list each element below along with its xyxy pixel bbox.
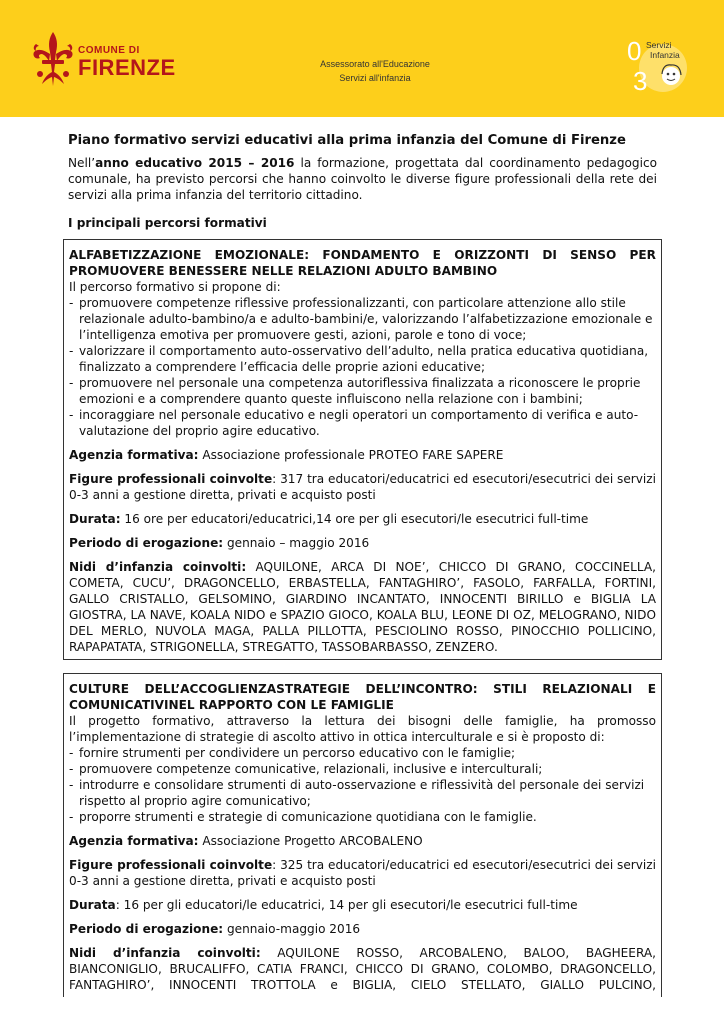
durata-value: 16 ore per educatori/educatrici,14 ore per gli esecutori/le esecutrici full-time xyxy=(120,512,589,526)
intro-bold: anno educativo 2015 – 2016 xyxy=(95,156,295,170)
list-item: - promuovere nel personale una competenza autoriflessiva finalizzata a riconoscere le proprie emozioni e a comprendere quanto queste influiscono nella relazione con i bambini; xyxy=(69,375,656,407)
figure-field xyxy=(69,857,656,889)
logo-line2: FIRENZE xyxy=(78,55,176,80)
figure-value: : 317 tra educatori/educatrici ed esecutori/esecutrici dei servizi 0-3 anni a gestione diretta, privati e acquisto posti xyxy=(69,472,656,502)
durata-label: Durata: xyxy=(69,512,121,526)
course-lead: Il progetto formativo, attraverso la lettura dei bisogni delle famiglie, ha promosso l’implementazione di strategie di ascolto attivo in ottica interculturale e si è proposto di: xyxy=(69,714,656,744)
nidi-value: AQUILONE ROSSO, ARCOBALENO, BALOO, BAGHEERA, BIANCONIGLIO, BRUCALIFFO, CATIA FRANCI, CHICCO DI GRANO, COLOMBO, DRAGONCELLO, FANTAGHIRO’, INNOCENTI TROTTOLA e BIGLIA, CIELO STELLATO, GIALLO PULCINO, xyxy=(69,946,656,992)
list-item: - fornire strumenti per condividere un percorso educativo con le famiglie; xyxy=(69,745,656,761)
periodo-value: gennaio – maggio 2016 xyxy=(223,536,370,550)
agenzia-label: Agenzia formativa: xyxy=(69,834,199,848)
nidi-value: AQUILONE, ARCA DI NOE’, CHICCO DI GRANO, COCCINELLA, COMETA, CUCU’, DRAGONCELLO, ERBASTELLA, FANTAGHIRO’, FASOLO, FARFALLA, FORTINI, GALLO CRISTALLO, GELSOMINO, GIARDINO INCANTATO, INNOCENTI BIRILLO e BIGLIA LA GIOSTRA, LA NAVE, KOALA NIDO e SPAZIO GIOCO, KOALA BLU, LEONE DI OZ, MELOGRANO, NIDO DEL MERLO, NUVOLA MAGA, PALLA PILLOTTA, PESCIOLINO ROSSO, PINOCCHIO POLLICINO, RAPAPATATA, STRIGONELLA, STREGATTO, TASSOBARBASSO, ZENZERO. xyxy=(69,560,656,654)
nidi-field xyxy=(69,559,656,655)
periodo-value: gennaio-maggio 2016 xyxy=(223,922,361,936)
periodo-field xyxy=(69,535,656,551)
department-label xyxy=(250,57,500,85)
list-item: - promuovere competenze comunicative, relazionali, inclusive e interculturali; xyxy=(69,761,656,777)
comune-logo xyxy=(78,46,176,79)
list-item: - incoraggiare nel personale educativo e negli operatori un comportamento di verifica e auto-valutazione del proprio agire educativo. xyxy=(69,407,656,439)
periodo-field xyxy=(69,921,656,937)
objectives-list xyxy=(69,745,656,825)
course-lead: Il percorso formativo si propone di: xyxy=(69,280,281,294)
svg-text:0: 0 xyxy=(627,36,642,66)
logo-line1: COMUNE DI xyxy=(78,45,140,56)
list-item: - promuovere competenze riflessive professionalizzanti, con particolare attenzione allo stile relazionale adulto-bambino/a e adulto-bambini/e, valorizzando l’alfabetizzazione emozionale e l’intelligenza emotiva per promuovere gesti, azioni, parole e tono di voce; xyxy=(69,295,656,343)
figure-value: : 325 tra educatori/educatrici ed esecutori/esecutrici dei servizi 0-3 anni a gestione diretta, privati e acquisto posti xyxy=(69,858,656,888)
course-title: CULTURE DELL’ACCOGLIENZASTRATEGIE DELL’INCONTRO: STILI RELAZIONALI E COMUNICATIVINEL RAPPORTO CON LE FAMIGLIE xyxy=(69,682,656,712)
page-header xyxy=(0,0,724,117)
objectives-list xyxy=(69,295,656,439)
agenzia-field xyxy=(69,833,656,849)
periodo-label: Periodo di erogazione: xyxy=(69,536,224,550)
agenzia-label: Agenzia formativa: xyxy=(69,448,199,462)
list-item: - introdurre e consolidare strumenti di auto-osservazione e riflessività del personale dei servizi rispetto al proprio agire comunicativo; xyxy=(69,777,656,809)
figure-label: Figure professionali coinvolte xyxy=(69,858,273,872)
agenzia-field xyxy=(69,447,656,463)
section-heading: I principali percorsi formativi xyxy=(68,216,267,230)
intro-paragraph xyxy=(68,155,657,203)
list-item: - proporre strumenti e strategie di comunicazione quotidiana con le famiglie. xyxy=(69,809,656,825)
document-body xyxy=(68,132,657,1010)
badge-label xyxy=(646,40,680,60)
agenzia-value: Associazione Progetto ARCOBALENO xyxy=(198,834,423,848)
page-title: Piano formativo servizi educativi alla prima infanzia del Comune di Firenze xyxy=(68,133,626,148)
list-item: - valorizzare il comportamento auto-osservativo dell’adulto, nella pratica educativa quotidiana, finalizzato a comprendere l’efficacia delle proprie azioni educative; xyxy=(69,343,656,375)
figure-label: Figure professionali coinvolte xyxy=(69,472,273,486)
nidi-label: Nidi d’infanzia coinvolti: xyxy=(69,946,261,960)
periodo-label: Periodo di erogazione: xyxy=(69,922,224,936)
intro-post: la formazione, progettata dal coordinamento pedagogico comunale, ha previsto percorsi che hanno coinvolto le diverse figure professionali della rete dei servizi alla prima infanzia del territorio cittadino. xyxy=(68,156,657,202)
badge-line1: Servizi xyxy=(646,40,672,50)
florence-lily-icon xyxy=(30,30,76,88)
department-line1: Assessorato all'Educazione xyxy=(320,59,430,69)
durata-label: Durata xyxy=(69,898,116,912)
svg-text:3: 3 xyxy=(633,66,648,96)
nidi-field xyxy=(69,945,656,993)
course-box-2 xyxy=(63,673,662,997)
agenzia-value: Associazione professionale PROTEO FARE SAPERE xyxy=(198,448,504,462)
course-box-1 xyxy=(63,239,662,660)
course-title: ALFABETIZZAZIONE EMOZIONALE: FONDAMENTO E ORIZZONTI DI SENSO PER PROMUOVERE BENESSERE NELLE RELAZIONI ADULTO BAMBINO xyxy=(69,248,656,278)
durata-field xyxy=(69,511,656,527)
durata-value: : 16 per gli educatori/le educatrici, 14 per gli esecutori/le esecutrici full-time xyxy=(115,898,578,912)
nidi-label: Nidi d’infanzia coinvolti: xyxy=(69,560,247,574)
department-line2: Servizi all'infanzia xyxy=(339,73,411,83)
badge-line2: Infanzia xyxy=(650,50,680,60)
intro-pre: Nell’ xyxy=(68,156,96,170)
figure-field xyxy=(69,471,656,503)
durata-field xyxy=(69,897,656,913)
